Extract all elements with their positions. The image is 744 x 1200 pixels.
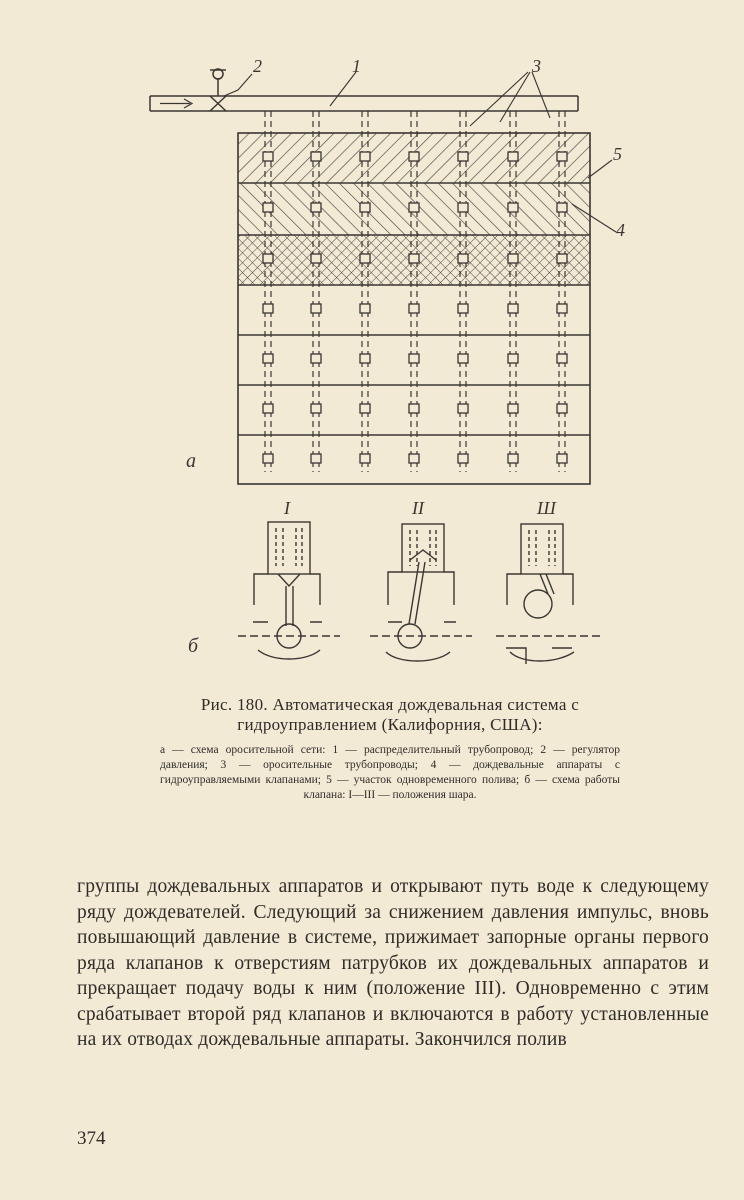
pressure-regulator [210, 69, 226, 111]
body-paragraph: группы дождевальных аппаратов и открывают путь воде к следующему ряду дождевателей. Следующий за снижением давления импульс, вновь повышающий давление в системе, прижимает запорные органы первого ряда клапанов к отверстиям патрубков их дождевальных аппаратов и прекращает подачу воды к ним (положение III). Одновременно с этим срабатывает второй ряд клапанов и включаются в работу установленные на их отводах дождевальные аппараты. Закончился полив [77, 876, 709, 1050]
page-number: 374 [77, 1128, 106, 1149]
callout-2: 2 [253, 56, 262, 76]
caption-title: Рис. 180. Автоматическая дождевальная система с гидроуправлением (Калифорния, США): [200, 695, 580, 734]
callout-4: 4 [616, 220, 625, 240]
field-grid [238, 111, 590, 484]
position-label-II: II [412, 498, 424, 518]
position-label-III: Ш [537, 498, 556, 518]
part-a-label: a [186, 450, 196, 472]
body-text [77, 874, 709, 1053]
valve-diagram-II [370, 524, 472, 661]
callout-1: 1 [352, 56, 361, 76]
figure-caption [160, 695, 620, 803]
callout-5: 5 [613, 144, 622, 164]
valve-diagram-I [238, 522, 340, 659]
caption-legend: а — схема оросительной сети: 1 — распределительный трубопровод; 2 — регулятор давления; 3 — оросительные трубопроводы; 4 — дождевальные аппараты с гидроуправляемыми клапанами; 5 — участок одновременного полива; б — схема работы клапана: I—III — положения шара. [160, 744, 620, 801]
position-label-I: I [284, 498, 290, 518]
position-labels [283, 498, 557, 518]
callout-3: 3 [532, 56, 541, 76]
valve-diagram-III [496, 524, 604, 664]
part-b-label: б [188, 635, 199, 657]
